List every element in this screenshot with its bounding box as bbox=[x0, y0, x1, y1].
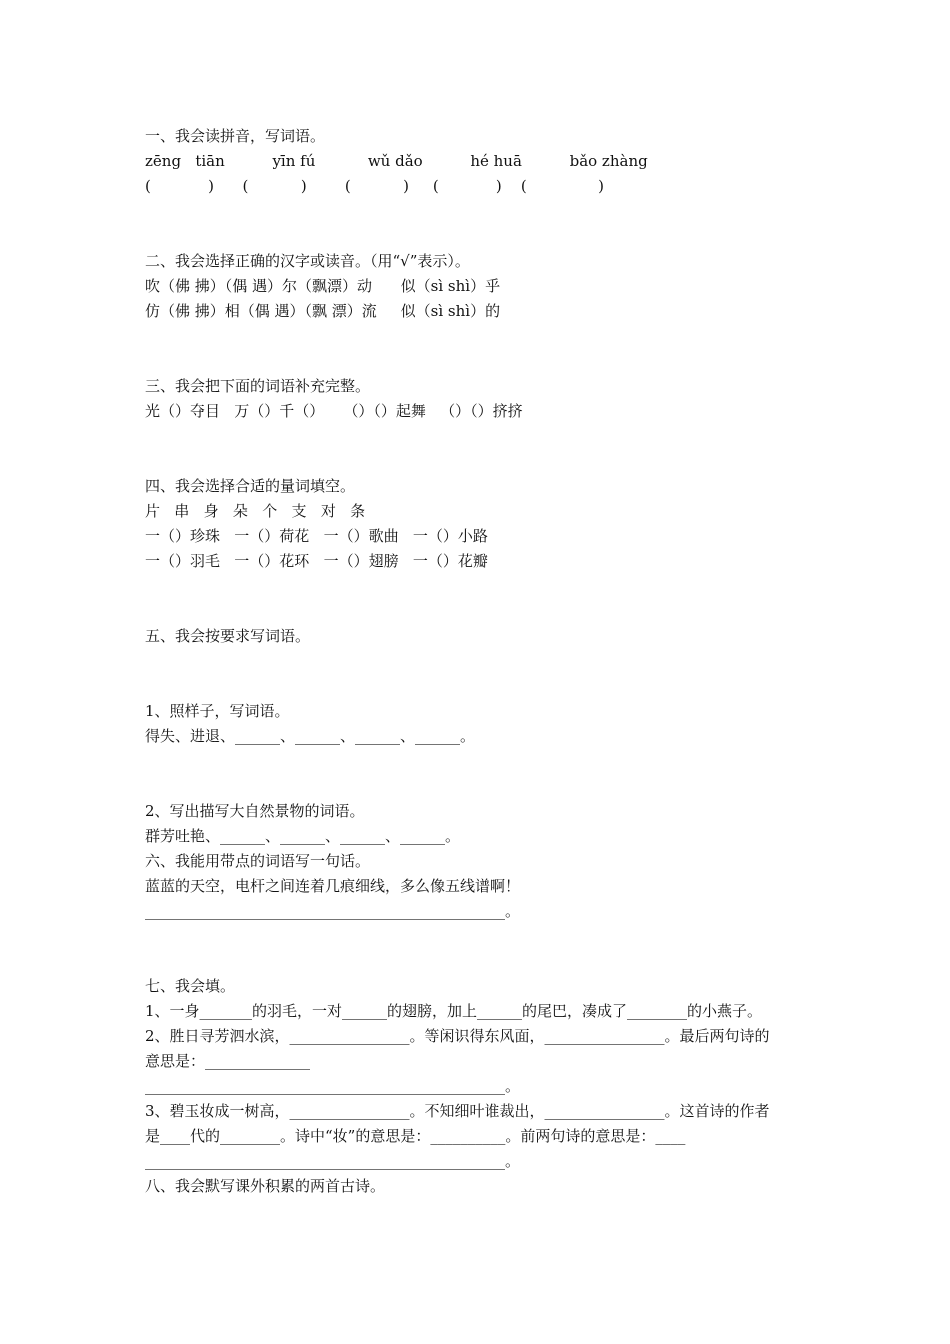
section-4-title: 四、我会选择合适的量词填空。 bbox=[145, 477, 356, 495]
worksheet bbox=[145, 124, 815, 1199]
section-5-q2-title: 2、写出描写大自然景物的词语。 bbox=[145, 802, 365, 820]
section-7-q2-line-3[interactable]: ________________________________________________。 bbox=[145, 1077, 521, 1095]
section-2-row-1[interactable]: 吹（佛 拂）（偶 遇）尔（飘漂）动 似（sì shì）乎 bbox=[145, 277, 501, 295]
section-7-q3-line-2[interactable]: 是____代的________。诗中“妆”的意思是：__________。前两句诗的意思是：____ bbox=[145, 1127, 686, 1145]
section-7-q2-line-1[interactable]: 2、胜日寻芳泗水滨，________________。等闲识得东风面，________________。最后两句诗的 bbox=[145, 1027, 770, 1045]
section-1-pinyin: zēng tiān yīn fú wǔ dǎo hé huā bǎo zhàng bbox=[145, 152, 648, 170]
section-2-row-2[interactable]: 仿（佛 拂）相（偶 遇）（飘 漂）流 似（sì shì）的 bbox=[145, 302, 501, 320]
section-1-answer-brackets[interactable]: ( ) ( ) ( ) ( ) ( ) bbox=[145, 177, 605, 195]
section-5-q2-blanks[interactable]: 群芳吐艳、______、______、______、______。 bbox=[145, 827, 461, 845]
section-4-row-1[interactable]: 一（）珍珠 一（）荷花 一（）歌曲 一（）小路 bbox=[145, 527, 488, 545]
section-7-q2-line-2[interactable]: 意思是：______________ bbox=[145, 1052, 311, 1070]
section-6-answer-line[interactable]: ________________________________________________。 bbox=[145, 902, 521, 920]
section-5-q1-title: 1、照样子，写词语。 bbox=[145, 702, 290, 720]
section-7-q3-line-1[interactable]: 3、碧玉妆成一树高，________________。不知细叶谁裁出，________________。这首诗的作者 bbox=[145, 1102, 770, 1120]
section-7-q3-line-3[interactable]: ________________________________________________。 bbox=[145, 1152, 521, 1170]
section-8-title: 八、我会默写课外积累的两首古诗。 bbox=[145, 1177, 386, 1195]
section-3-title: 三、我会把下面的词语补充完整。 bbox=[145, 377, 371, 395]
section-4-measure-words: 片 串 身 朵 个 支 对 条 bbox=[145, 502, 366, 520]
section-7-q1[interactable]: 1、一身_______的羽毛，一对______的翅膀，加上______的尾巴，凑成了________的小燕子。 bbox=[145, 1002, 763, 1020]
section-3-row-1[interactable]: 光（）夺目 万（）千（） （）（）起舞 （）（）挤挤 bbox=[145, 402, 523, 420]
section-1-title: 一、我会读拼音，写词语。 bbox=[145, 127, 326, 145]
section-6-sentence: 蓝蓝的天空，电杆之间连着几痕细线，多么像五线谱啊！ bbox=[145, 877, 521, 895]
section-4-row-2[interactable]: 一（）羽毛 一（）花环 一（）翅膀 一（）花瓣 bbox=[145, 552, 488, 570]
section-5-title: 五、我会按要求写词语。 bbox=[145, 627, 311, 645]
section-6-title: 六、我能用带点的词语写一句话。 bbox=[145, 852, 371, 870]
section-2-title: 二、我会选择正确的汉字或读音。（用“√”表示）。 bbox=[145, 252, 470, 270]
section-7-title: 七、我会填。 bbox=[145, 977, 236, 995]
section-5-q1-blanks[interactable]: 得失、进退、______、______、______、______。 bbox=[145, 727, 476, 745]
